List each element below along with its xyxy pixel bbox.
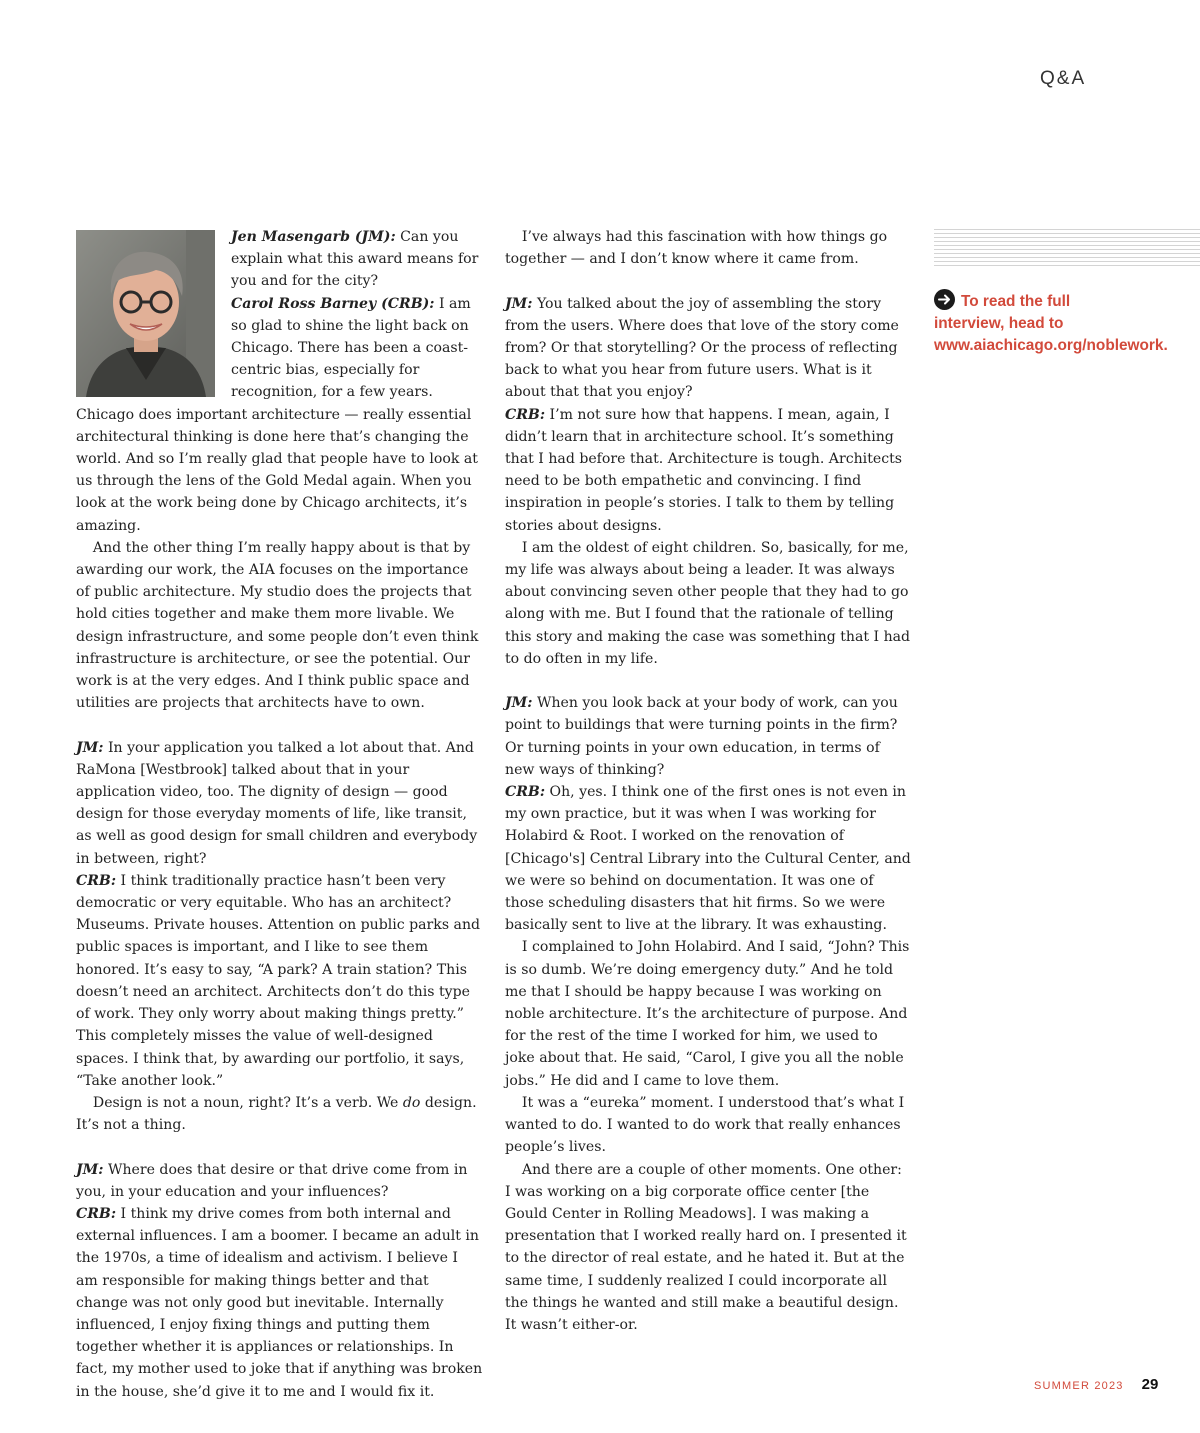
arrow-right-circle-icon [934, 289, 955, 310]
answer-text: Oh, yes. I think one of the first ones is not even in my own practice, but it was when I was working for Holabird & Root. I worked on the renovation of [Chicago's] Central Library into the Cultural Center, and we were so behind on documentation. It was one of those scheduling disasters that hit firms. So we were basically sent to live at the library. It was exhausting. [505, 784, 911, 934]
paragraph-text: design. It’s not a thing. [76, 1094, 477, 1134]
question-text: Where does that desire or that drive come from in you, in your education and your influences? [76, 1161, 468, 1200]
page-footer [1034, 1376, 1158, 1394]
answer-text: I think my drive comes from both internal and external influences. I am a boomer. I became an adult in the 1970s, a time of idealism and activism. I believe I am responsible for making things better and that change was not only good but inevitable. Internally influenced, I enjoy fixing things and putting them together whether it is appliances or relationships. In fact, my mother used to joke that if anything was broken in the house, she’d give it to me and I would fix it. [76, 1205, 483, 1400]
speaker-label: Carol Ross Barney (CRB): [231, 295, 435, 312]
speaker-label: CRB: [505, 784, 546, 801]
paragraph-text: Design is not a noun, right? It’s a verb. We [92, 1094, 403, 1111]
answer-text: I’m not sure how that happens. I mean, again, I didn’t learn that in architecture school. It’s something that I had before that. Architecture is tough. Architects need to be both empathetic and convincing. I find inspiration in people’s stories. I talk to them by telling stories about designs. [505, 406, 902, 534]
paragraph: I am the oldest of eight children. So, basically, for me, my life was always about being a leader. It was always about convincing seven other people that they had to go along with me. But I found that the rationale of telling this story and making the case was something that I had to do often in my life. [505, 539, 911, 667]
emphasis-text: do [402, 1094, 421, 1111]
paragraph: I’ve always had this fascination with how things go together — and I don’t know where it came from. [505, 229, 888, 268]
speaker-label: JM: [505, 695, 533, 712]
paragraph: And there are a couple of other moments. One other: I was working on a big corporate office center [the Gould Center in Rolling Meadows]. I was making a presentation that I worked really hard on. I presented it to the director of real estate, and he hated it. But at the same time, I suddenly realized I could incorporate all the things he wanted and still make a beautiful design. It wasn’t either-or. [505, 1161, 907, 1333]
speaker-label: Jen Masengarb (JM): [231, 229, 396, 245]
sidebar-callout [934, 289, 1168, 358]
answer-text: I am so glad to shine the light back on Chicago. There has been a coast-centric bias, especially for recognition, for a few years. Chicago does important architecture — really essential architectural thinking is done here that’s changing the world. And so I’m really glad that people have to look at us through the lens of the Gold Medal again. When you look at the work being done by Chicago architects, it’s amazing. [76, 295, 478, 534]
portrait-photo [76, 230, 215, 397]
question-text: When you look back at your body of work, can you point to buildings that were turning points in the firm? Or turning points in your own education, in terms of new ways of thinking? [505, 695, 898, 778]
speaker-label: CRB: [76, 872, 117, 889]
paragraph: It was a “eureka” moment. I understood that’s what I wanted to do. I wanted to do work that really enhances people’s lives. [505, 1094, 905, 1156]
answer-text: I think traditionally practice hasn’t been very democratic or very equitable. Who has an architect? Museums. Private houses. Attention on public parks and public spaces is important, and I like to see them honored. It’s easy to say, “A park? A train station? This doesn’t need an architect. Architects don’t do this type of work. They only worry about making things pretty.” This completely misses the value of well-designed spaces. I think that, by awarding our portfolio, it says, “Take another look.” [76, 872, 481, 1089]
speaker-label: JM: [505, 295, 533, 312]
paragraph: I complained to John Holabird. And I said, “John? This is so dumb. We’re doing emergency duty.” And he told me that I should be happy because I was working on noble architecture. It’s the architecture of purpose. And for the rest of the time I worked for him, we used to joke about that. He said, “Carol, I give you all the noble jobs.” He did and I came to love them. [505, 939, 910, 1089]
section-label: Q&A [1040, 68, 1087, 89]
page-number: 29 [1141, 1376, 1159, 1393]
left-column [76, 226, 484, 1403]
speaker-label: JM: [76, 739, 104, 756]
speaker-label: CRB: [76, 1205, 117, 1222]
question-text: In your application you talked a lot about that. And RaMona [Westbrook] talked about that in your application video, too. The dignity of design — good design for those everyday moments of life, like transit, as well as good design for small children and everybody in between, right? [76, 739, 478, 867]
speaker-label: CRB: [505, 406, 546, 423]
question-text: Can you explain what this award means for you and for the city? [231, 229, 479, 290]
paragraph: And the other thing I’m really happy about is that by awarding our work, the AIA focuses on the importance of public architecture. My studio does the projects that hold cities together and make them more livable. We design infrastructure, and some people don’t even think infrastructure is architecture, or see the potential. Our work is at the very edges. And I think public space and utilities are projects that architects have to own. [76, 539, 479, 712]
question-text: You talked about the joy of assembling the story from the users. Where does that love of the story come from? Or that storytelling? Or the process of reflecting back to what you hear from future users. What is it about that that you enjoy? [505, 295, 899, 401]
middle-column [505, 226, 911, 1336]
paragraph [76, 1092, 484, 1136]
sidebar-link-text[interactable]: To read the full interview, head to www.aiachicago.org/noblework. [934, 293, 1168, 355]
issue-season: SUMMER 2023 [1034, 1380, 1124, 1392]
sidebar-rule [934, 229, 1200, 267]
speaker-label: JM: [76, 1161, 104, 1178]
